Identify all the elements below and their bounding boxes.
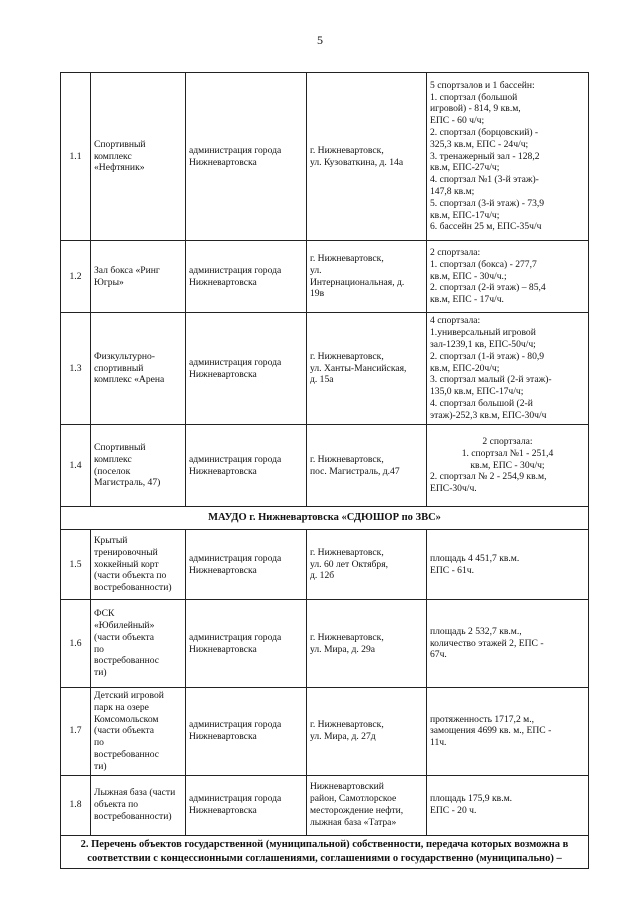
object-name-line: Физкультурно- bbox=[94, 350, 155, 362]
object-name-line: «Юбилейный» bbox=[94, 619, 155, 631]
object-name-line: комплекс bbox=[94, 150, 132, 162]
object-description-line: 1. спортзал (большой bbox=[430, 91, 518, 103]
object-description-line: 1. спортзал (бокса) - 277,7 bbox=[430, 258, 537, 270]
object-name bbox=[91, 775, 186, 835]
address-line: д. 12б bbox=[310, 570, 335, 582]
owner-org bbox=[186, 775, 307, 835]
owner-org-line: Нижневартовска bbox=[189, 805, 257, 817]
objects-table bbox=[60, 72, 589, 869]
owner-org-line: администрация города bbox=[189, 144, 282, 156]
object-description-line: 2. спортзал (борцовский) - bbox=[430, 127, 539, 138]
object-description-line: 11ч. bbox=[430, 737, 447, 749]
address-line: г. Нижневартовск, bbox=[310, 350, 384, 362]
footer-group bbox=[61, 835, 589, 868]
object-description-line: 2 спортзала: bbox=[482, 436, 533, 447]
object-description-line: 4. спортзал большой (2-й bbox=[430, 397, 533, 409]
object-description-line: 2. спортзал (1-й этаж) - 80,9 bbox=[430, 350, 545, 362]
owner-org-line: Нижневартовска bbox=[189, 643, 257, 655]
object-description-line: 3. тренажерный зал - 128,2 bbox=[430, 150, 540, 162]
address-line: г. Нижневартовск, bbox=[310, 453, 384, 465]
owner-org-line: администрация города bbox=[189, 356, 282, 368]
object-name-line: Комсомольском bbox=[94, 713, 159, 725]
object-description bbox=[427, 313, 589, 425]
object-description-line: игровой) - 814, 9 кв.м, bbox=[430, 103, 521, 115]
object-name bbox=[91, 73, 186, 241]
owner-org-line: Нижневартовска bbox=[189, 276, 257, 288]
object-name-line: Лыжная база (части bbox=[94, 787, 176, 799]
object-description-line: 147,8 кв.м; bbox=[430, 185, 475, 197]
address-line: г. Нижневартовск, bbox=[310, 144, 384, 156]
object-description-line: протяженность 1717,2 м., bbox=[430, 713, 535, 725]
owner-org bbox=[186, 313, 307, 425]
address-line: г. Нижневартовск, bbox=[310, 631, 384, 643]
object-description-line: 325,3 кв.м, ЕПС - 24ч/ч; bbox=[430, 138, 529, 150]
object-name-line: Зал бокса «Ринг bbox=[94, 264, 160, 276]
object-description-line: площадь 4 451,7 кв.м. bbox=[430, 552, 520, 564]
object-description-line: ЕПС - 61ч. bbox=[430, 564, 474, 576]
table-body-lower bbox=[61, 530, 589, 836]
table-row bbox=[61, 530, 589, 600]
section-header-group bbox=[61, 507, 589, 530]
object-name bbox=[91, 600, 186, 688]
object-name-line: ФСК bbox=[94, 608, 115, 620]
table-body-upper bbox=[61, 73, 589, 507]
object-description bbox=[427, 600, 589, 688]
owner-org bbox=[186, 425, 307, 507]
object-description-line: кв.м, ЕПС - 17ч/ч. bbox=[430, 294, 504, 306]
object-description bbox=[427, 241, 589, 313]
address-line: ул. Мира, д. 29а bbox=[310, 643, 376, 655]
object-description-line: 135,0 кв.м, ЕПС-17ч/ч; bbox=[430, 386, 524, 398]
object-description-line: 2. спортзал № 2 - 254,9 кв.м, bbox=[430, 471, 547, 483]
section-row bbox=[61, 507, 589, 530]
object-description-line: этаж)-252,3 кв.м, ЕПС-30ч/ч bbox=[430, 409, 547, 421]
address-line: пос. Магистраль, д.47 bbox=[310, 465, 400, 477]
object-name-line: Спортивный bbox=[94, 441, 146, 453]
footer-line: соответствии с концессионными соглашениями, соглашениями о государственно (муниципально) – bbox=[87, 852, 562, 864]
object-name-line: востребованнос bbox=[94, 655, 160, 667]
address-line: Интернациональная, д. bbox=[310, 276, 405, 288]
object-name-line: Югры» bbox=[94, 276, 124, 288]
object-name-line: хоккейный корт bbox=[94, 558, 159, 570]
object-name-line: тренировочный bbox=[94, 546, 158, 558]
object-name-line: комплекс bbox=[94, 453, 132, 465]
address-line: 19в bbox=[310, 288, 325, 300]
owner-org-line: администрация города bbox=[189, 552, 282, 564]
object-name-line: по bbox=[94, 643, 104, 655]
row-number: 1.2 bbox=[61, 241, 91, 313]
object-name-line: (поселок bbox=[94, 465, 131, 477]
object-description-line: кв.м, ЕПС-27ч/ч; bbox=[430, 162, 500, 174]
address-line: Нижневартовский bbox=[310, 781, 384, 793]
owner-org bbox=[186, 73, 307, 241]
object-description-line: кв.м, ЕПС-17ч/ч; bbox=[430, 209, 500, 221]
owner-org-line: Нижневартовска bbox=[189, 731, 257, 743]
object-description-line: кв.м, ЕПС - 30ч/ч; bbox=[470, 459, 545, 471]
object-description-line: площадь 2 532,7 кв.м., bbox=[430, 625, 522, 637]
row-number: 1.5 bbox=[61, 530, 91, 600]
owner-org-line: Нижневартовска bbox=[189, 156, 257, 168]
owner-org-line: администрация города bbox=[189, 631, 282, 643]
table-row bbox=[61, 73, 589, 241]
address bbox=[307, 688, 427, 776]
owner-org-line: Нижневартовска bbox=[189, 368, 257, 380]
object-description-line: 6. бассейн 25 м, ЕПС-35ч/ч bbox=[430, 221, 542, 233]
address bbox=[307, 775, 427, 835]
object-name-line: ти) bbox=[94, 667, 107, 679]
row-number: 1.8 bbox=[61, 775, 91, 835]
address bbox=[307, 313, 427, 425]
object-description bbox=[427, 688, 589, 776]
object-name bbox=[91, 688, 186, 776]
address-line: район, Самотлорское bbox=[310, 793, 397, 805]
address-line: ул. Мира, д. 27д bbox=[310, 731, 376, 743]
object-name bbox=[91, 425, 186, 507]
address bbox=[307, 73, 427, 241]
object-description-line: кв.м, ЕПС - 30ч/ч.; bbox=[430, 270, 507, 282]
object-name-line: востребованности) bbox=[94, 810, 172, 822]
object-name-line: востребованности) bbox=[94, 582, 172, 594]
owner-org bbox=[186, 600, 307, 688]
table-row bbox=[61, 425, 589, 507]
object-name-line: Детский игровой bbox=[94, 690, 164, 701]
object-name-line: (части объекта по bbox=[94, 570, 167, 582]
object-name bbox=[91, 530, 186, 600]
footer-row bbox=[61, 835, 589, 868]
table-row bbox=[61, 775, 589, 835]
page-number: 5 bbox=[317, 33, 323, 47]
row-number: 1.4 bbox=[61, 425, 91, 507]
object-description-line: зал-1239,1 кв, ЕПС-50ч/ч; bbox=[430, 339, 536, 350]
owner-org-line: Нижневартовска bbox=[189, 564, 257, 576]
object-description-line: 67ч. bbox=[430, 649, 447, 661]
row-number: 1.1 bbox=[61, 73, 91, 241]
object-name-line: «Нефтяник» bbox=[94, 162, 145, 174]
object-name bbox=[91, 313, 186, 425]
address-line: г. Нижневартовск, bbox=[310, 252, 384, 264]
object-name-line: Крытый bbox=[94, 535, 128, 546]
object-description bbox=[427, 73, 589, 241]
object-name-line: Магистраль, 47) bbox=[94, 477, 161, 489]
address-line: г. Нижневартовск, bbox=[310, 719, 384, 731]
section-title: МАУДО г. Нижневартовска «СДЮШОР по ЗВС» bbox=[61, 507, 589, 530]
address-line: д. 15а bbox=[310, 374, 334, 386]
object-description bbox=[427, 530, 589, 600]
object-name-line: Спортивный bbox=[94, 138, 146, 150]
object-description-line: площадь 175,9 кв.м. bbox=[430, 793, 513, 805]
object-description-line: 1.универсальный игровой bbox=[430, 327, 536, 339]
object-description-line: 2 спортзала: bbox=[430, 247, 481, 258]
table-row bbox=[61, 313, 589, 425]
object-name-line: по bbox=[94, 737, 104, 749]
footer-line: 2. Перечень объектов государственной (муниципальной) собственности, передача которых возможна в bbox=[80, 838, 569, 850]
object-name-line: (части объекта bbox=[94, 631, 155, 643]
object-description-line: 3. спортзал малый (2-й этаж)- bbox=[430, 374, 552, 386]
address-line: ул. Ханты-Мансийская, bbox=[310, 362, 407, 374]
object-description-line: ЕПС-30ч/ч. bbox=[430, 483, 477, 495]
address-line: лыжная база «Татра» bbox=[310, 816, 397, 828]
object-description-line: 4. спортзал №1 (3-й этаж)- bbox=[430, 174, 539, 186]
address-line: ул. Кузоваткина, д. 14а bbox=[310, 156, 404, 168]
object-name-line: объекта по bbox=[94, 799, 139, 811]
object-description-line: кв.м, ЕПС-20ч/ч; bbox=[430, 362, 500, 374]
object-name bbox=[91, 241, 186, 313]
address-line: ул. 60 лет Октября, bbox=[310, 558, 389, 570]
footer-heading bbox=[61, 835, 589, 868]
owner-org bbox=[186, 530, 307, 600]
row-number: 1.3 bbox=[61, 313, 91, 425]
object-description-line: количество этажей 2, ЕПС - bbox=[430, 637, 544, 649]
object-description-line: 2. спортзал (2-й этаж) – 85,4 bbox=[430, 282, 546, 294]
object-description bbox=[427, 775, 589, 835]
address bbox=[307, 600, 427, 688]
table-row bbox=[61, 600, 589, 688]
object-name-line: (части объекта bbox=[94, 725, 155, 737]
object-name-line: ти) bbox=[94, 760, 107, 772]
owner-org-line: администрация города bbox=[189, 453, 282, 465]
owner-org-line: администрация города bbox=[189, 264, 282, 276]
address bbox=[307, 241, 427, 313]
object-description-line: 5. спортзал (3-й этаж) - 73,9 bbox=[430, 197, 545, 209]
owner-org-line: Нижневартовска bbox=[189, 465, 257, 477]
owner-org-line: администрация города bbox=[189, 793, 282, 805]
object-description bbox=[427, 425, 589, 507]
object-description-line: 1. спортзал №1 - 251,4 bbox=[461, 447, 554, 459]
object-description-line: ЕПС - 60 ч/ч; bbox=[430, 115, 485, 127]
address-line: месторождение нефти, bbox=[310, 805, 404, 817]
address bbox=[307, 530, 427, 600]
object-description-line: 5 спортзалов и 1 бассейн: bbox=[430, 79, 535, 91]
object-description-line: ЕПС - 20 ч. bbox=[430, 805, 477, 817]
object-description-line: замощения 4699 кв. м., ЕПС - bbox=[430, 725, 552, 737]
address-line: ул. bbox=[310, 264, 322, 276]
object-description-line: 4 спортзала: bbox=[430, 315, 481, 327]
address-line: г. Нижневартовск, bbox=[310, 546, 384, 558]
object-name-line: парк на озере bbox=[94, 701, 149, 713]
object-name-line: комплекс «Арена bbox=[94, 374, 165, 386]
object-name-line: спортивный bbox=[94, 362, 144, 374]
table-row bbox=[61, 241, 589, 313]
owner-org-line: администрация города bbox=[189, 719, 282, 731]
row-number: 1.6 bbox=[61, 600, 91, 688]
owner-org bbox=[186, 688, 307, 776]
object-name-line: востребованнос bbox=[94, 748, 160, 760]
row-number: 1.7 bbox=[61, 688, 91, 776]
address bbox=[307, 425, 427, 507]
table-row bbox=[61, 688, 589, 776]
owner-org bbox=[186, 241, 307, 313]
